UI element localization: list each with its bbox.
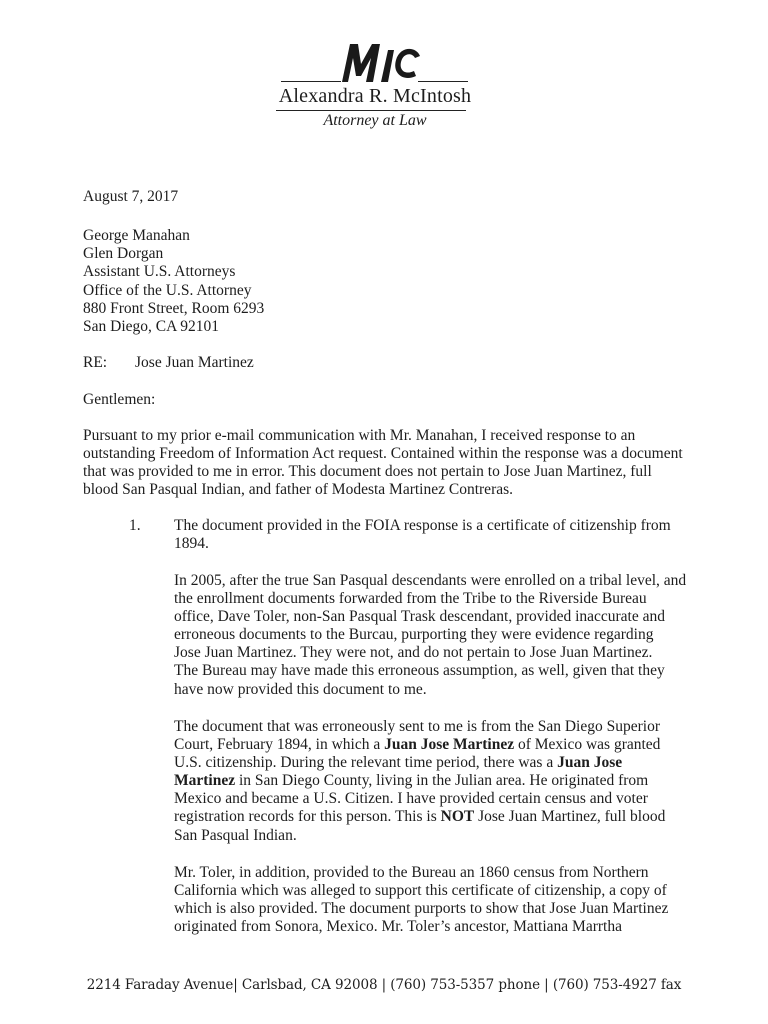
letterhead-footer-address: 2214 Faraday Avenue| Carlsbad, CA 92008 | (760) 753-5357 phone | (760) 753-4927 fax: [86, 977, 682, 993]
paragraph-erroneous-document: [174, 718, 665, 845]
paragraph-line: erroneous documents to the Burcau, purporting they were evidence regarding: [174, 626, 654, 644]
salutation: Gentlemen:: [83, 391, 156, 408]
addressee-line: San Diego, CA 92101: [83, 318, 220, 336]
paragraph-line: Pursuant to my prior e-mail communication with Mr. Manahan, I received response to an: [83, 427, 636, 444]
paragraph-line: which is also provided. The document purports to show that Jose Juan Martinez: [174, 900, 669, 918]
bold-emphasis: NOT: [440, 808, 475, 826]
firm-logo-monogram: [328, 36, 438, 86]
paragraph-line: 1894.: [174, 535, 209, 553]
bold-name: Juan Jose Martinez: [384, 736, 515, 754]
text-run: in San Diego County, living in the Julian area. He originated from: [235, 772, 649, 790]
paragraph-line: [174, 736, 665, 754]
paragraph-line: office, Dave Toler, non-San Pasqual Trask descendant, provided inaccurate and: [174, 608, 665, 626]
paragraph-line: [174, 808, 665, 826]
addressee-line: Assistant U.S. Attorneys: [83, 263, 236, 281]
paragraph-line: blood San Pasqual Indian, and father of Modesta Martinez Contreras.: [83, 481, 514, 499]
paragraph-line: outstanding Freedom of Information Act request. Contained within the response was a document: [83, 445, 683, 463]
re-line: [83, 354, 254, 372]
paragraph-census: [174, 864, 668, 936]
paragraph-line: Mexico and became a U.S. Citizen. I have provided certain census and voter: [174, 790, 648, 808]
addressee-block: [83, 227, 264, 336]
paragraph-line: originated from Sonora, Mexico. Mr. Toler’s ancestor, Mattiana Marrtha: [174, 918, 622, 936]
paragraph-line: The Bureau may have made this erroneous assumption, as well, given that they: [174, 662, 665, 680]
bold-name: Juan Jose: [557, 754, 623, 772]
paragraph-line: have now provided this document to me.: [174, 680, 427, 698]
attorney-name: Alexandra R. McIntosh: [278, 85, 472, 107]
text-run: U.S. citizenship. During the relevant time period, there was a: [174, 754, 558, 772]
attorney-title: Attorney at Law: [323, 112, 427, 129]
paragraph-line: [174, 772, 665, 790]
paragraph-line: The document that was erroneously sent to me is from the San Diego Superior: [174, 718, 660, 735]
paragraph-line: Jose Juan Martinez. They were not, and do not pertain to Jose Juan Martinez.: [174, 644, 653, 662]
letter-date: August 7, 2017: [83, 188, 179, 205]
letterhead-rule-right: [418, 81, 468, 82]
paragraph-2005-history: [174, 572, 686, 699]
paragraph-line: [174, 754, 665, 772]
re-label: RE:: [83, 354, 108, 371]
addressee-line: Glen Dorgan: [83, 245, 164, 263]
paragraph-line: San Pasqual Indian.: [174, 826, 297, 844]
letterhead-rule-left: [281, 81, 341, 82]
text-run: registration records for this person. This is: [174, 808, 441, 826]
paragraph-line: The document provided in the FOIA response is a certificate of citizenship from: [174, 517, 671, 534]
paragraph-line: that was provided to me in error. This document does not pertain to Jose Juan Martinez, full: [83, 463, 652, 481]
paragraph-line: the enrollment documents forwarded from the Tribe to the Riverside Bureau: [174, 590, 647, 608]
paragraph-line: California which was alleged to support this certificate of citizenship, a copy of: [174, 882, 667, 900]
re-subject: Jose Juan Martinez: [135, 354, 254, 371]
addressee-line: George Manahan: [83, 227, 190, 244]
item-1-text: [174, 517, 671, 553]
paragraph-line: In 2005, after the true San Pasqual descendants were enrolled on a tribal level, and: [174, 572, 687, 589]
text-run: Court, February 1894, in which a: [174, 736, 385, 754]
paragraph-intro: [83, 427, 683, 499]
bold-name: Martinez: [174, 772, 236, 790]
addressee-line: 880 Front Street, Room 6293: [83, 299, 265, 317]
paragraph-line: Mr. Toler, in addition, provided to the Bureau an 1860 census from Northern: [174, 864, 649, 881]
text-run: Jose Juan Martinez, full blood: [474, 808, 666, 826]
addressee-line: Office of the U.S. Attorney: [83, 281, 252, 299]
text-run: of Mexico was granted: [514, 736, 661, 754]
item-number: 1.: [129, 517, 141, 534]
